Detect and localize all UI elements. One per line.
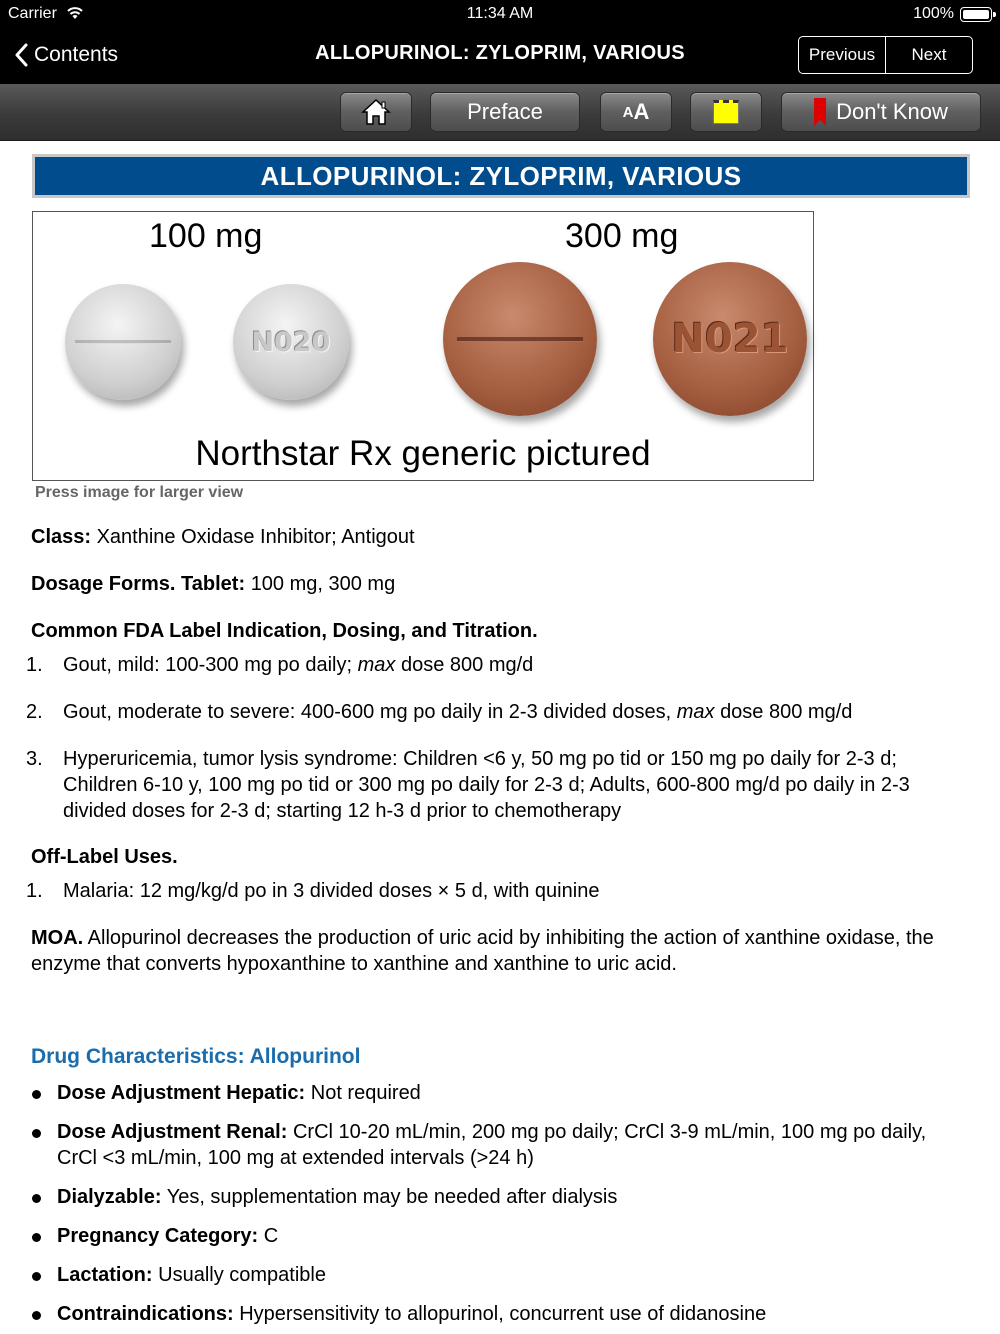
characteristics-title: Drug Characteristics: Allopurinol — [31, 1045, 361, 1068]
moa-text: Allopurinol decreases the production of uric acid by inhibiting the action of xanthine oxidase, the enzyme that converts hypoxanthine to xanthine and xanthine to uric acid. — [31, 927, 934, 975]
list-item: Dose Adjustment Renal: CrCl 10-20 mL/min, 200 mg po daily; CrCl 3-9 mL/min, 100 mg po daily, CrCl <3 mL/min, 100 mg at extended intervals (>24 h) — [31, 1119, 971, 1171]
tablet-100mg-front — [65, 284, 181, 400]
home-icon — [361, 98, 391, 126]
class-value: Xanthine Oxidase Inhibitor; Antigout — [96, 526, 415, 548]
bookmark-flag-icon — [814, 98, 826, 126]
page-title: ALLOPURINOL: ZYLOPRIM, VARIOUS — [315, 42, 685, 64]
list-item: Dialyzable: Yes, supplementation may be needed after dialysis — [31, 1184, 971, 1210]
next-button[interactable]: Next — [885, 37, 972, 73]
preface-button[interactable]: Preface — [430, 92, 580, 132]
dont-know-label: Don't Know — [836, 99, 948, 124]
toolbar — [0, 84, 1000, 141]
indication-list-3 — [26, 746, 971, 824]
moa-paragraph — [31, 925, 971, 977]
list-item: 1. Gout, mild: 100-300 mg po daily; max dose 800 mg/d — [26, 654, 534, 676]
sticky-note-icon — [713, 100, 739, 124]
drug-header: ALLOPURINOL: ZYLOPRIM, VARIOUS — [32, 154, 970, 198]
drug-class — [31, 524, 971, 550]
font-size-button[interactable] — [600, 92, 672, 132]
list-item: Contraindications: Hypersensitivity to allopurinol, concurrent use of didanosine — [31, 1301, 971, 1327]
offlabel-heading: Off-Label Uses. — [31, 846, 178, 868]
tablet-300mg-back — [653, 262, 807, 416]
offlabel-list — [26, 878, 971, 904]
class-label: Class: — [31, 526, 92, 548]
carrier-label: Carrier — [8, 5, 57, 22]
list-item: Lactation: Usually compatible — [31, 1262, 971, 1288]
moa-label: MOA. — [31, 927, 84, 949]
imprint-300mg: N021 — [671, 316, 789, 362]
battery-icon — [960, 7, 992, 22]
tablet-100mg-back — [233, 284, 349, 400]
navigation-bar — [0, 28, 1000, 84]
dosage-label: Dosage Forms. Tablet: — [31, 573, 246, 595]
dosage-value: 100 mg, 300 mg — [250, 573, 396, 595]
dose-label-100: 100 mg — [149, 217, 263, 255]
list-item: 3. Hyperuricemia, tumor lysis syndrome: Children <6 y, 50 mg po tid or 150 mg po daily for 2-3 d; Children 6-10 y, 100 mg po tid or 300 mg po daily for 2-3 d; Adults, 600-800 mg/d po daily in 2-3 divided doses for 2-3 d; starting 12 h-3 d prior to chemotherapy — [26, 748, 910, 822]
list-item: 2. Gout, moderate to severe: 400-600 mg po daily in 2-3 divided doses, max dose 800 mg/d — [26, 701, 853, 723]
chevron-left-icon — [14, 43, 28, 67]
battery-percent: 100% — [913, 5, 954, 22]
indication-list-2 — [26, 699, 971, 725]
home-button[interactable] — [340, 92, 412, 132]
back-button-label: Contents — [34, 43, 119, 66]
list-item: 1. Malaria: 12 mg/kg/d po in 3 divided doses × 5 d, with quinine — [26, 880, 600, 902]
prev-next-control — [798, 36, 973, 74]
indication-heading: Common FDA Label Indication, Dosing, and Titration. — [31, 620, 538, 642]
list-item: Dose Adjustment Hepatic: Not required — [31, 1080, 971, 1106]
indication-list — [26, 652, 971, 678]
dosage-forms — [31, 571, 971, 597]
dont-know-button[interactable] — [781, 92, 981, 132]
monograph-content[interactable] — [0, 141, 1000, 1334]
font-size-large-a: A — [633, 99, 650, 124]
pill-image[interactable] — [32, 211, 814, 481]
imprint-100mg: N020 — [251, 326, 331, 358]
font-size-small-a: A — [622, 103, 634, 121]
dose-label-300: 300 mg — [565, 217, 679, 255]
previous-button[interactable]: Previous — [808, 45, 876, 64]
back-button[interactable] — [14, 38, 118, 72]
clock-label: 11:34 AM — [466, 5, 534, 22]
image-caption: Northstar Rx generic pictured — [195, 434, 651, 473]
press-image-note: Press image for larger view — [35, 484, 244, 501]
list-item: Pregnancy Category: C — [31, 1223, 971, 1249]
status-bar — [0, 0, 1000, 28]
notes-button[interactable] — [690, 92, 762, 132]
tablet-300mg-front — [443, 262, 597, 416]
